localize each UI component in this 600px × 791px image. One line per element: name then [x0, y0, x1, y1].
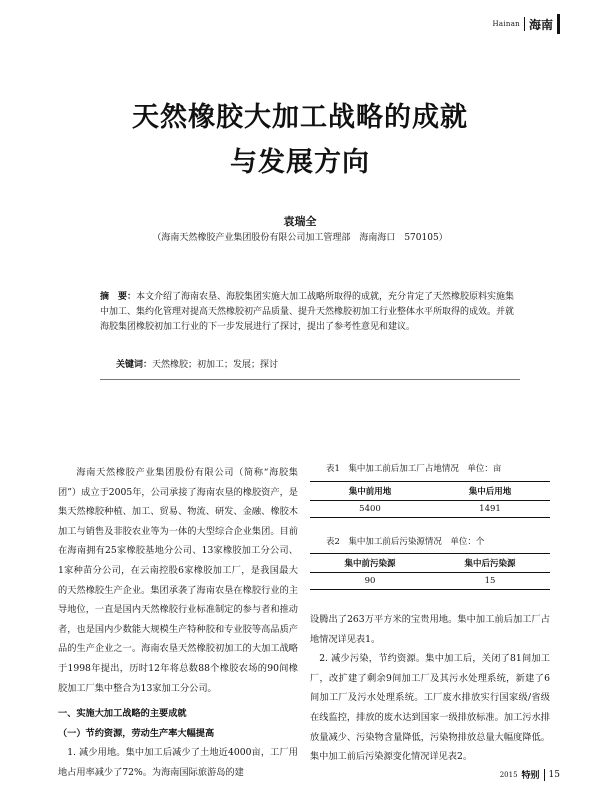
affiliation: （海南天然橡胶产业集团股份有限公司加工管理部 海南海口 570105）: [152, 233, 448, 243]
table2-row: [310, 573, 550, 590]
keywords: [116, 357, 278, 370]
article-title-line2: 与发展方向: [230, 147, 370, 178]
table2-caption: 表2 集中加工前后污染源情况 单位：个: [326, 537, 485, 547]
body-right-column: [310, 610, 550, 767]
abstract: [100, 290, 520, 335]
paragraph-land-continued: 设腾出了263万平方米的宝贵用地。集中加工前后加工厂占地情况详见表1。: [310, 614, 550, 645]
header-bar: [557, 14, 560, 34]
keywords-text: 天然橡胶；初加工；发展；探讨: [152, 360, 279, 370]
table1-cell: 1491: [430, 501, 550, 518]
table1-header-cell: 集中前用地: [310, 482, 430, 501]
table2-cell: 90: [310, 573, 430, 590]
table1: [310, 481, 550, 518]
subsection-heading: （一）节约资源，劳动生产率大幅提高: [58, 727, 215, 739]
section-heading: 一、实施大加工战略的主要成就: [58, 708, 187, 720]
article-title-line1: 天然橡胶大加工战略的成就: [132, 102, 468, 133]
table1-header-row: [310, 482, 550, 501]
paragraph-reduce-pollution: 2. 减少污染，节约资源。集中加工后，关闭了81间加工厂，改扩建了剩余9间加工厂及其污水处理系统，新建了6间加工厂及污水处理系统。工厂废水排放实行国家级/省级在线监控，排放的废水达到国家一级排放标准。加工污水排放量减少、污染物含量降低，污染物排放总量大幅度降低。集中加工前后污染源变化情况详见表2。: [310, 653, 550, 763]
header-english: Hainan: [492, 20, 520, 28]
table2-header-cell: 集中前污染源: [310, 554, 430, 573]
footer-separator: [544, 769, 545, 781]
table1-header-cell: 集中后用地: [430, 482, 550, 501]
abstract-text: 本文介绍了海南农垦、海胶集团实施大加工战略所取得的成就，充分肯定了天然橡胶原料实施集中加工、集约化管理对提高天然橡胶初产品质量、提升天然橡胶初加工行业整体水平所取得的成效。并就海胶集团橡胶初加工行业的下一步发展进行了探讨，提出了参考性意见和建议。: [100, 292, 515, 332]
table2-cell: 15: [430, 573, 550, 590]
table2-header-row: [310, 554, 550, 573]
abstract-label: 摘 要：: [100, 292, 137, 302]
body-left-column: [58, 463, 298, 783]
footer-section: 特别: [521, 771, 540, 781]
table2-header-cell: 集中后污染源: [430, 554, 550, 573]
abstract-divider: [100, 379, 520, 380]
page-number: 15: [548, 769, 560, 780]
header-separator: [524, 17, 525, 31]
intro-paragraph: 海南天然橡胶产业集团股份有限公司（简称“海胶集团”）成立于2005年，公司承接了海南农垦的橡胶资产，是集天然橡胶种植、加工、贸易、物流、研发、金融、橡胶木加工与销售及非胶农业等为一体的大型综合企业集团。目前在海南拥有25家橡胶基地分公司、13家橡胶加工分公司、1家种苗分公司，在云南控股6家橡胶加工厂，是我国最大的天然橡胶生产企业。集团承袭了海南农垦在橡胶行业的主导地位，一直是国内天然橡胶行业标准制定的参与者和推动者，也是国内少数能大规模生产特种胶和专业胶等高品质产品的生产企业之一。海南农垦天然橡胶初加工的大加工战略于1998年提出，历时12年将总数88个橡胶农场的90间橡胶加工厂集中整合为13家加工分公司。: [58, 467, 298, 694]
table1-row: [310, 501, 550, 518]
table2: [310, 553, 550, 590]
footer-year: 2015: [499, 770, 518, 779]
page-footer: [500, 768, 560, 781]
table1-caption: 表1 集中加工前后加工厂占地情况 单位：亩: [326, 464, 502, 474]
author: 袁瑞全: [283, 215, 317, 228]
table1-cell: 5400: [310, 501, 430, 518]
keywords-label: 关键词：: [116, 360, 153, 370]
header-chinese: 海南: [528, 17, 553, 32]
running-header: [492, 14, 560, 34]
paragraph-reduce-land: 1. 减少用地。集中加工后减少了土地近4000亩，工厂用地占用率减少了72%。为海南国际旅游岛的建: [58, 747, 298, 778]
